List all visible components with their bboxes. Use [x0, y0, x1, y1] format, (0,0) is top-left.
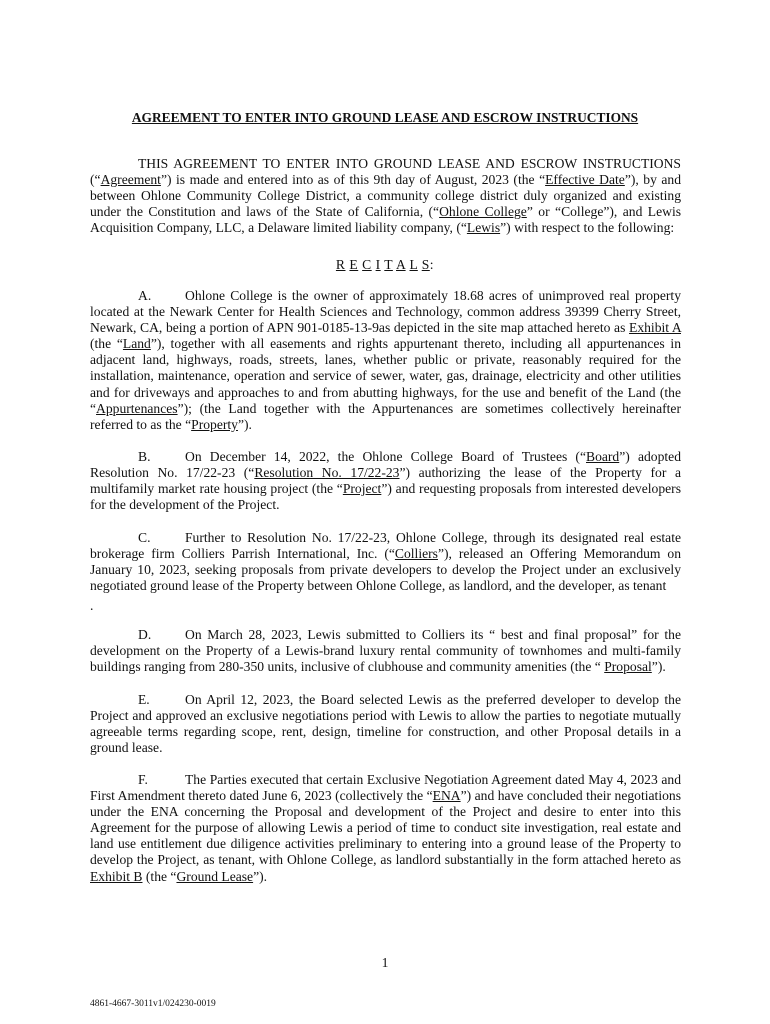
intro-paragraph: THIS AGREEMENT TO ENTER INTO GROUND LEASE AND ESCROW INSTRUCTIONS (“Agreement”) is made and entered into as of this 9th day of August, 2023 (the “Effective Date”), by and between Ohlone Community College District, a community college district duly organized and existing under the Constitution and laws of the State of California, (“Ohlone College” or “College”), and Lewis Acquisition Company, LLC, a Delaware limited liability company, (“Lewis”) with respect to the following: — [90, 156, 682, 236]
recital-f: F. The Parties executed that certain Exclusive Negotiation Agreement dated May 4, 2023 and First Amendment thereto dated June 6, 2023 (collectively the “ENA”) and have concluded their negotiations under the ENA concerning the Proposal and development of the Project and desire to enter into this Agreement for the purpose of allowing Lewis a period of time to conduct site investigation, real estate and land use entitlement due diligence activities preliminary to entering into a ground lease of the Property to develop the Project, as tenant, with Ohlone College, as landlord substantially in the form attached hereto as Exhibit B (the “Ground Lease”). — [90, 772, 681, 884]
recital-a: A. Ohlone College is the owner of approximately 18.68 acres of unimproved real property located at the Newark Center for Health Sciences and Technology, common address 39399 Cherry Street, Newark, CA, being a portion of APN 901-0185-13-9as depicted in the site map attached hereto as Exhibit A (the “Land”), together with all easements and rights appurtenant thereto, including all appurtenances in adjacent land, highways, roads, streets, lanes, whether public or private, reasonably required for the installation, maintenance, operation and service of sewer, water, gas, drainage, electricity and other utilities and for driveways and approaches to and from abutting highways, for the use and benefit of the Land (the “Appurtenances”); (the Land together with the Appurtenances are sometimes collectively hereinafter referred to as the “Property”). — [90, 288, 682, 432]
recitals-heading: R E C I T A L S: — [335, 257, 435, 272]
defined-term: Agreement — [100, 172, 161, 188]
document-id: 4861-4667-3011v1/024230-0019 — [90, 999, 216, 1009]
recital-marker: E. — [138, 692, 150, 707]
recital-c: C. Further to Resolution No. 17/22-23, Ohlone College, through its designated real estate brokerage firm Colliers Parrish International, Inc. (“Colliers”), released an Offering Memorandum on January 10, 2023, seeking proposals from private developers to develop the Project under an exclusively negotiated ground lease of the Property between Ohlone College, as landlord, and the developer, as tenant — [90, 530, 681, 594]
recital-d: D. On March 28, 2023, Lewis submitted to Colliers its “ best and final proposal” for the development on the Property of a Lewis-brand luxury rental community of townhomes and multi-family buildings ranging from 280-350 units, inclusive of clubhouse and community amenities (the “ Proposal”). — [90, 627, 681, 675]
defined-term: Ground Lease — [176, 868, 254, 884]
defined-term: Proposal — [604, 659, 652, 675]
defined-term: Resolution No. 17/22-23 — [254, 465, 400, 481]
recital-marker: A. — [138, 288, 152, 303]
defined-term: Appurtenances — [96, 400, 178, 416]
defined-term: Exhibit A — [629, 320, 681, 336]
defined-term: Property — [191, 416, 238, 432]
recital-b: B. On December 14, 2022, the Ohlone College Board of Trustees (“Board”) adopted Resolution No. 17/22-23 (“Resolution No. 17/22-23”) authorizing the lease of the Property for a multifamily market rate housing project (the “Project”) and requesting proposals from interested developers for the development of the Project. — [90, 449, 681, 513]
defined-term: Project — [342, 481, 382, 497]
defined-term: Lewis — [466, 220, 501, 236]
defined-term: Colliers — [394, 546, 438, 562]
recital-marker: B. — [138, 449, 151, 464]
defined-term: ENA — [432, 788, 461, 804]
stray-period: . — [90, 598, 94, 613]
defined-term: Effective Date — [545, 172, 625, 188]
defined-term: Exhibit B — [90, 868, 143, 884]
recital-marker: F. — [138, 772, 148, 787]
recital-e: E. On April 12, 2023, the Board selected Lewis as the preferred developer to develop the Project and approved an exclusive negotiations period with Lewis to allow the parties to negotiate mutually agreeable terms regarding scope, rent, design, timeline for construction, and other Proposal details in a ground lease. — [90, 692, 681, 756]
recital-marker: D. — [138, 627, 152, 642]
defined-term: Land — [122, 336, 151, 352]
recital-marker: C. — [138, 530, 151, 545]
defined-term: Ohlone College — [439, 204, 527, 220]
defined-term: Board — [586, 449, 620, 464]
page-number: 1 — [381, 955, 389, 970]
document-title: AGREEMENT TO ENTER INTO GROUND LEASE AND ESCROW INSTRUCTIONS — [131, 110, 639, 125]
